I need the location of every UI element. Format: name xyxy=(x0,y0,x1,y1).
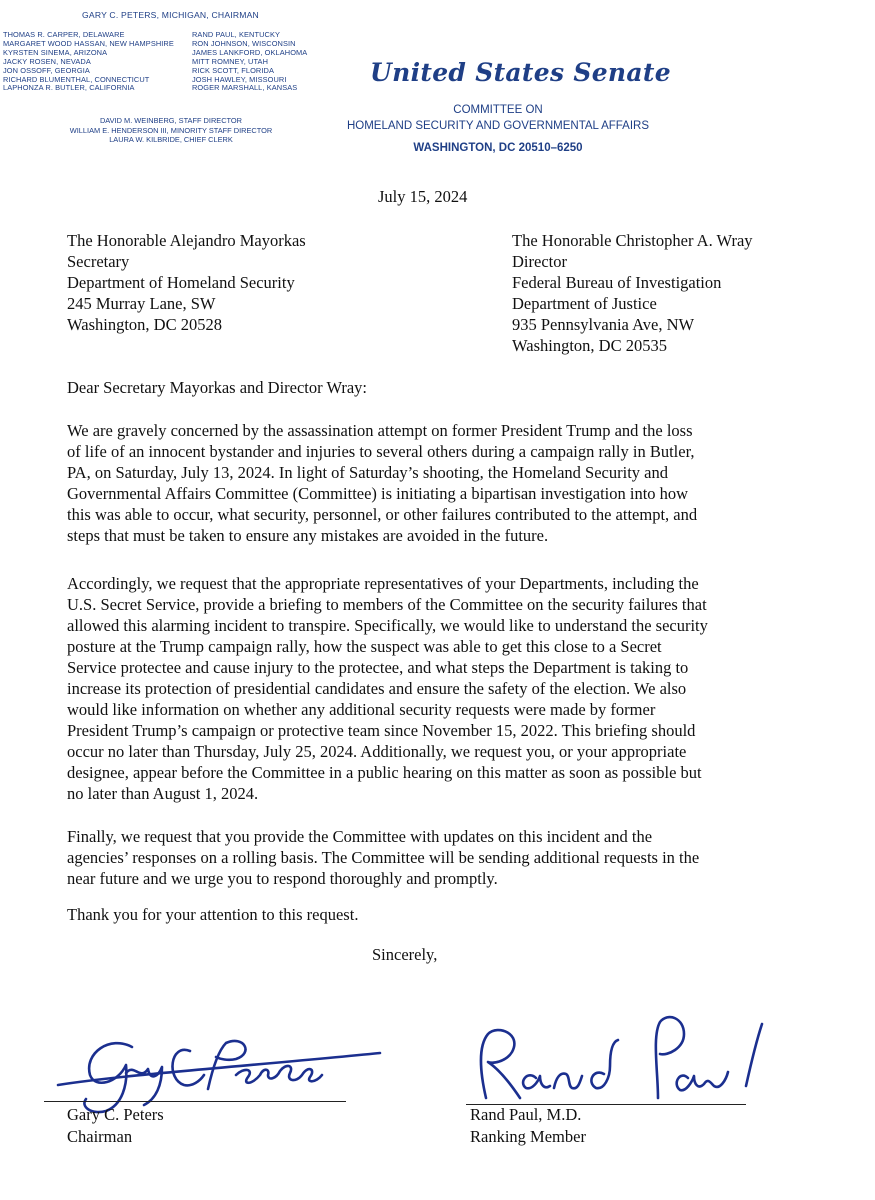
text-line: MITT ROMNEY, UTAH xyxy=(192,56,269,66)
text-line: LAPHONZA R. BUTLER, CALIFORNIA xyxy=(3,83,135,93)
text-line: occur no later than Thursday, July 25, 2024. Additionally, we request you, or your appropriate xyxy=(67,742,687,761)
thank-you-line: Thank you for your attention to this request. xyxy=(67,905,359,924)
committee-line-2: HOMELAND SECURITY AND GOVERNMENTAL AFFAIRS xyxy=(346,120,650,132)
text-line: THOMAS R. CARPER, DELAWARE xyxy=(3,30,125,39)
text-line: Service protectee and cause injury to the protectee, and what steps the Department is taking to xyxy=(67,658,689,677)
text-line: JACKY ROSEN, NEVADA xyxy=(3,56,91,66)
staff-list xyxy=(53,116,289,145)
text-line: near future and we urge you to respond thoroughly and promptly. xyxy=(67,869,498,888)
text-line: JOSH HAWLEY, MISSOURI xyxy=(192,74,287,84)
signature-line-left xyxy=(44,1101,346,1102)
text-line: LAURA W. KILBRIDE, CHIEF CLERK xyxy=(109,135,233,145)
text-line: The Honorable Christopher A. Wray xyxy=(512,231,753,250)
closing: Sincerely, xyxy=(372,945,438,964)
signer-paul-title: Ranking Member xyxy=(470,1127,586,1146)
text-line: RAND PAUL, KENTUCKY xyxy=(192,30,281,39)
text-line: RON JOHNSON, WISCONSIN xyxy=(192,38,296,48)
signer-peters xyxy=(67,1104,164,1148)
text-line: Governmental Affairs Committee (Committee) is initiating a bipartisan investigation into how xyxy=(67,484,689,503)
text-line: would like information on whether any additional security requests were made by former xyxy=(67,700,656,719)
committee-address: WASHINGTON, DC 20510–6250 xyxy=(413,142,583,154)
signer-paul-name: Rand Paul, M.D. xyxy=(470,1105,582,1124)
letter-date: July 15, 2024 xyxy=(378,187,468,206)
text-line: DAVID M. WEINBERG, STAFF DIRECTOR xyxy=(99,116,243,125)
text-line: U.S. Secret Service, provide a briefing to members of the Committee on the security failures that xyxy=(67,595,707,614)
signer-peters-title: Chairman xyxy=(67,1127,133,1146)
minority-members-list xyxy=(192,31,307,93)
text-line: The Honorable Alejandro Mayorkas xyxy=(67,231,306,250)
salutation: Dear Secretary Mayorkas and Director Wray: xyxy=(67,378,368,397)
text-line: Department of Homeland Security xyxy=(67,273,295,292)
text-line: Secretary xyxy=(67,252,130,271)
recipient-address-mayorkas xyxy=(67,230,306,335)
text-line: Department of Justice xyxy=(512,294,657,313)
text-line: WILLIAM E. HENDERSON III, MINORITY STAFF DIRECTOR xyxy=(69,125,273,135)
text-line: Washington, DC 20528 xyxy=(67,315,222,334)
body-paragraph-2 xyxy=(67,573,807,804)
text-line: steps that must be taken to ensure any mistakes are avoided in the future. xyxy=(67,526,549,545)
body-paragraph-1 xyxy=(67,420,807,546)
signer-paul xyxy=(470,1104,586,1148)
text-line: posture at the Trump campaign rally, how the suspect was able to get this close to a Secret xyxy=(67,637,662,656)
text-line: no later than August 1, 2024. xyxy=(67,784,259,803)
signature-paul xyxy=(462,1012,772,1112)
recipient-address-wray xyxy=(512,230,753,356)
text-line: Director xyxy=(512,252,567,271)
text-line: 245 Murray Lane, SW xyxy=(67,294,216,313)
text-line: agencies’ responses on a rolling basis. The Committee will be sending additional requests in the xyxy=(67,848,700,867)
text-line: JON OSSOFF, GEORGIA xyxy=(3,65,90,75)
text-line: President Trump’s campaign or protective team since November 15, 2022. This briefing should xyxy=(67,721,696,740)
text-line: designee, appear before the Committee in a public hearing on this matter as soon as possible but xyxy=(67,763,702,782)
text-line: We are gravely concerned by the assassination attempt on former President Trump and the loss xyxy=(67,421,693,440)
text-line: ROGER MARSHALL, KANSAS xyxy=(192,83,298,93)
text-line: JAMES LANKFORD, OKLAHOMA xyxy=(192,47,308,57)
text-line: Washington, DC 20535 xyxy=(512,336,667,355)
text-line: increase its protection of presidential candidates and ensure the safety of the election. We also xyxy=(67,679,687,698)
text-line: Finally, we request that you provide the Committee with updates on this incident and the xyxy=(67,827,653,846)
text-line: Accordingly, we request that the appropriate representatives of your Departments, including the xyxy=(67,574,699,593)
text-line: KYRSTEN SINEMA, ARIZONA xyxy=(3,47,108,57)
text-line: PA, on Saturday, July 13, 2024. In light of Saturday’s shooting, the Homeland Security and xyxy=(67,463,668,482)
senate-title: United States Senate xyxy=(370,58,671,87)
text-line: of life of an innocent bystander and injuries to several others during a campaign rally in Butler, xyxy=(67,442,695,461)
text-line: RICK SCOTT, FLORIDA xyxy=(192,65,274,75)
text-line: MARGARET WOOD HASSAN, NEW HAMPSHIRE xyxy=(3,38,174,48)
text-line: allowed this alarming incident to transpire. Specifically, we would like to understand the security xyxy=(67,616,708,635)
text-line: Federal Bureau of Investigation xyxy=(512,273,722,292)
text-line: 935 Pennsylvania Ave, NW xyxy=(512,315,695,334)
committee-line-1: COMMITTEE ON xyxy=(453,104,543,116)
signer-peters-name: Gary C. Peters xyxy=(67,1105,164,1124)
signature-paul-text: Rand Paul xyxy=(462,1012,467,1013)
signature-peters-text: Gary C Peters xyxy=(40,1025,46,1026)
committee-name xyxy=(330,102,666,134)
text-line: RICHARD BLUMENTHAL, CONNECTICUT xyxy=(3,74,150,84)
committee-chairman: GARY C. PETERS, MICHIGAN, CHAIRMAN xyxy=(82,10,259,20)
text-line: this was able to occur, what security, personnel, or other failures contributed to the attempt, and xyxy=(67,505,698,524)
majority-members-list xyxy=(3,31,174,93)
body-paragraph-3 xyxy=(67,826,807,889)
